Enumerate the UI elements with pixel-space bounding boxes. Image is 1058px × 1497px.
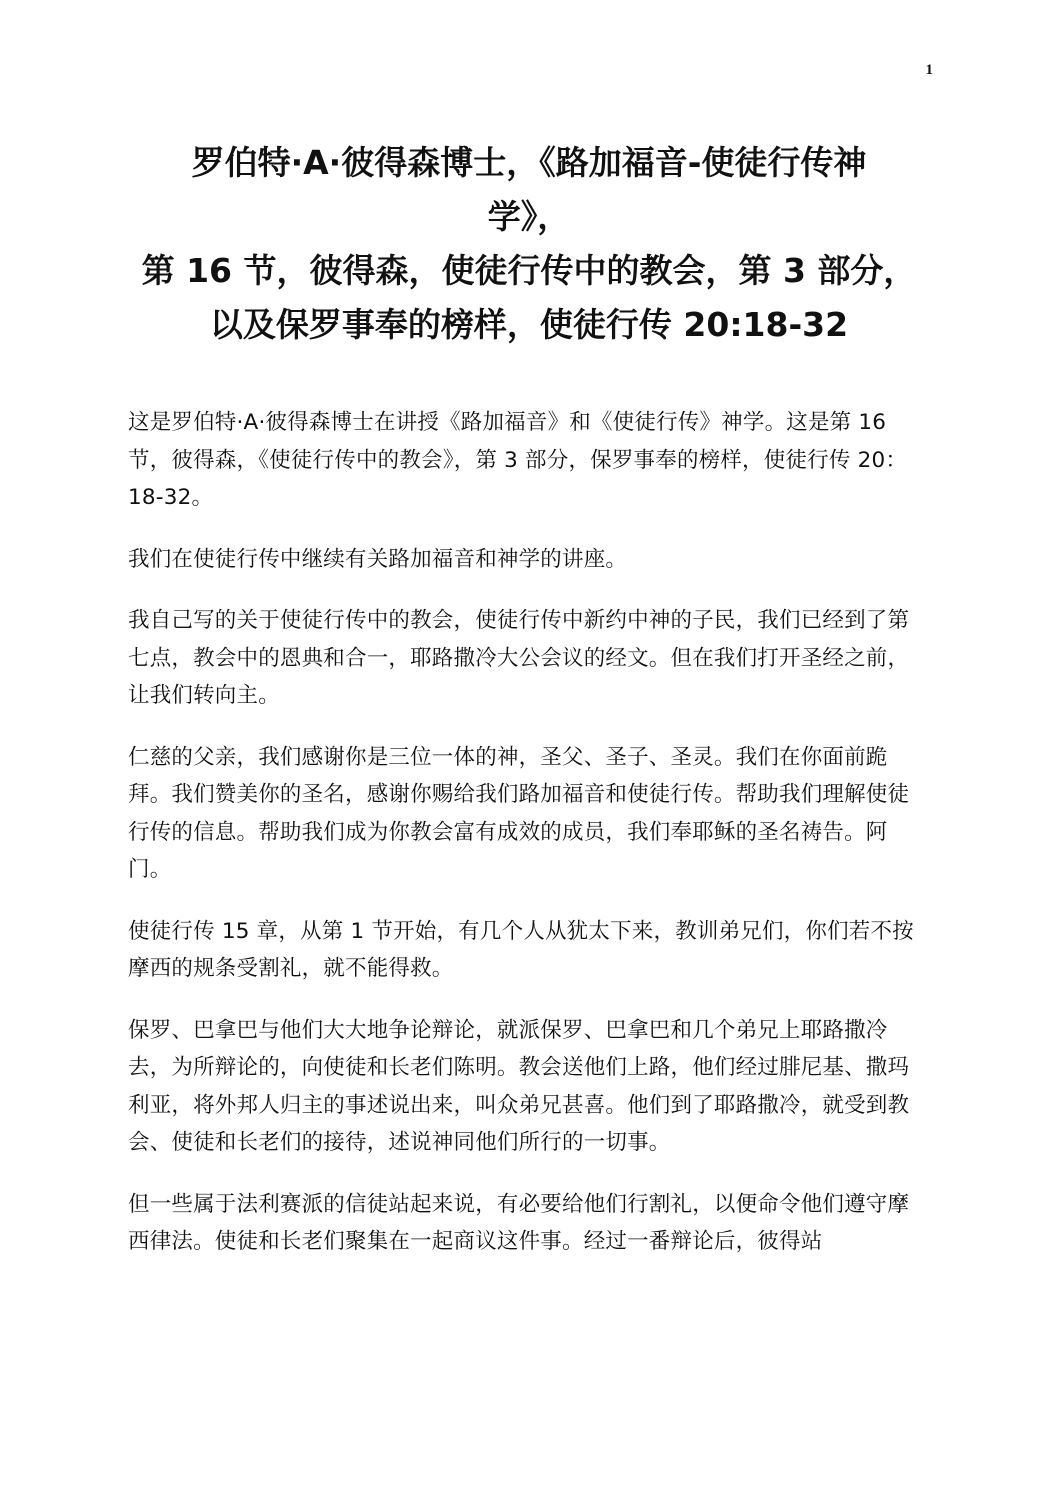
page-number: 1 [925,62,933,78]
paragraph: 我们在使徒行传中继续有关路加福音和神学的讲座。 [128,546,628,572]
document-title [110,136,948,352]
title-line: 以及保罗事奉的榜样，使徒行传 20:18-32 [209,305,849,344]
title-line: 罗伯特·A·彼得森博士，《路加福音-使徒行传神 [191,143,867,182]
body-text [128,404,928,1285]
paragraph: 仁慈的父亲，我们感谢你是三位一体的神，圣父、圣子、圣灵。我们在你面前跪拜。我们赞美你的圣名，感谢你赐给我们路加福音和使徒行传。帮助我们理解使徒行传的信息。帮助我们成为你教会富有成效的成员，我们奉耶稣的圣名祷告。阿门。 [128,744,910,882]
paragraph: 但一些属于法利赛派的信徒站起来说，有必要给他们行割礼，以便命令他们遵守摩西律法。使徒和长老们聚集在一起商议这件事。经过一番辩论后，彼得站 [128,1191,910,1254]
paragraph: 保罗、巴拿巴与他们大大地争论辩论，就派保罗、巴拿巴和几个弟兄上耶路撒冷去，为所辩论的，向使徒和长老们陈明。教会送他们上路，他们经过腓尼基、撒玛利亚，将外邦人归主的事述说出来，叫众弟兄甚喜。他们到了耶路撒冷，就受到教会、使徒和长老们的接待，述说神同他们所行的一切事。 [128,1017,910,1155]
paragraph: 使徒行传 15 章，从第 1 节开始，有几个人从犹太下来，教训弟兄们，你们若不按摩西的规条受割礼，就不能得救。 [128,918,914,981]
paragraph: 这是罗伯特·A·彼得森博士在讲授《路加福音》和《使徒行传》神学。这是第 16 节，彼得森，《使徒行传中的教会》，第 3 部分，保罗事奉的榜样，使徒行传 20：18-32。 [128,410,908,510]
paragraph: 我自己写的关于使徒行传中的教会，使徒行传中新约中神的子民，我们已经到了第七点，教会中的恩典和合一，耶路撒冷大公会议的经文。但在我们打开圣经之前，让我们转向主。 [128,608,910,708]
title-line: 第 16 节，彼得森，使徒行传中的教会，第 3 部分， [141,251,917,290]
title-line: 学》， [487,197,571,236]
